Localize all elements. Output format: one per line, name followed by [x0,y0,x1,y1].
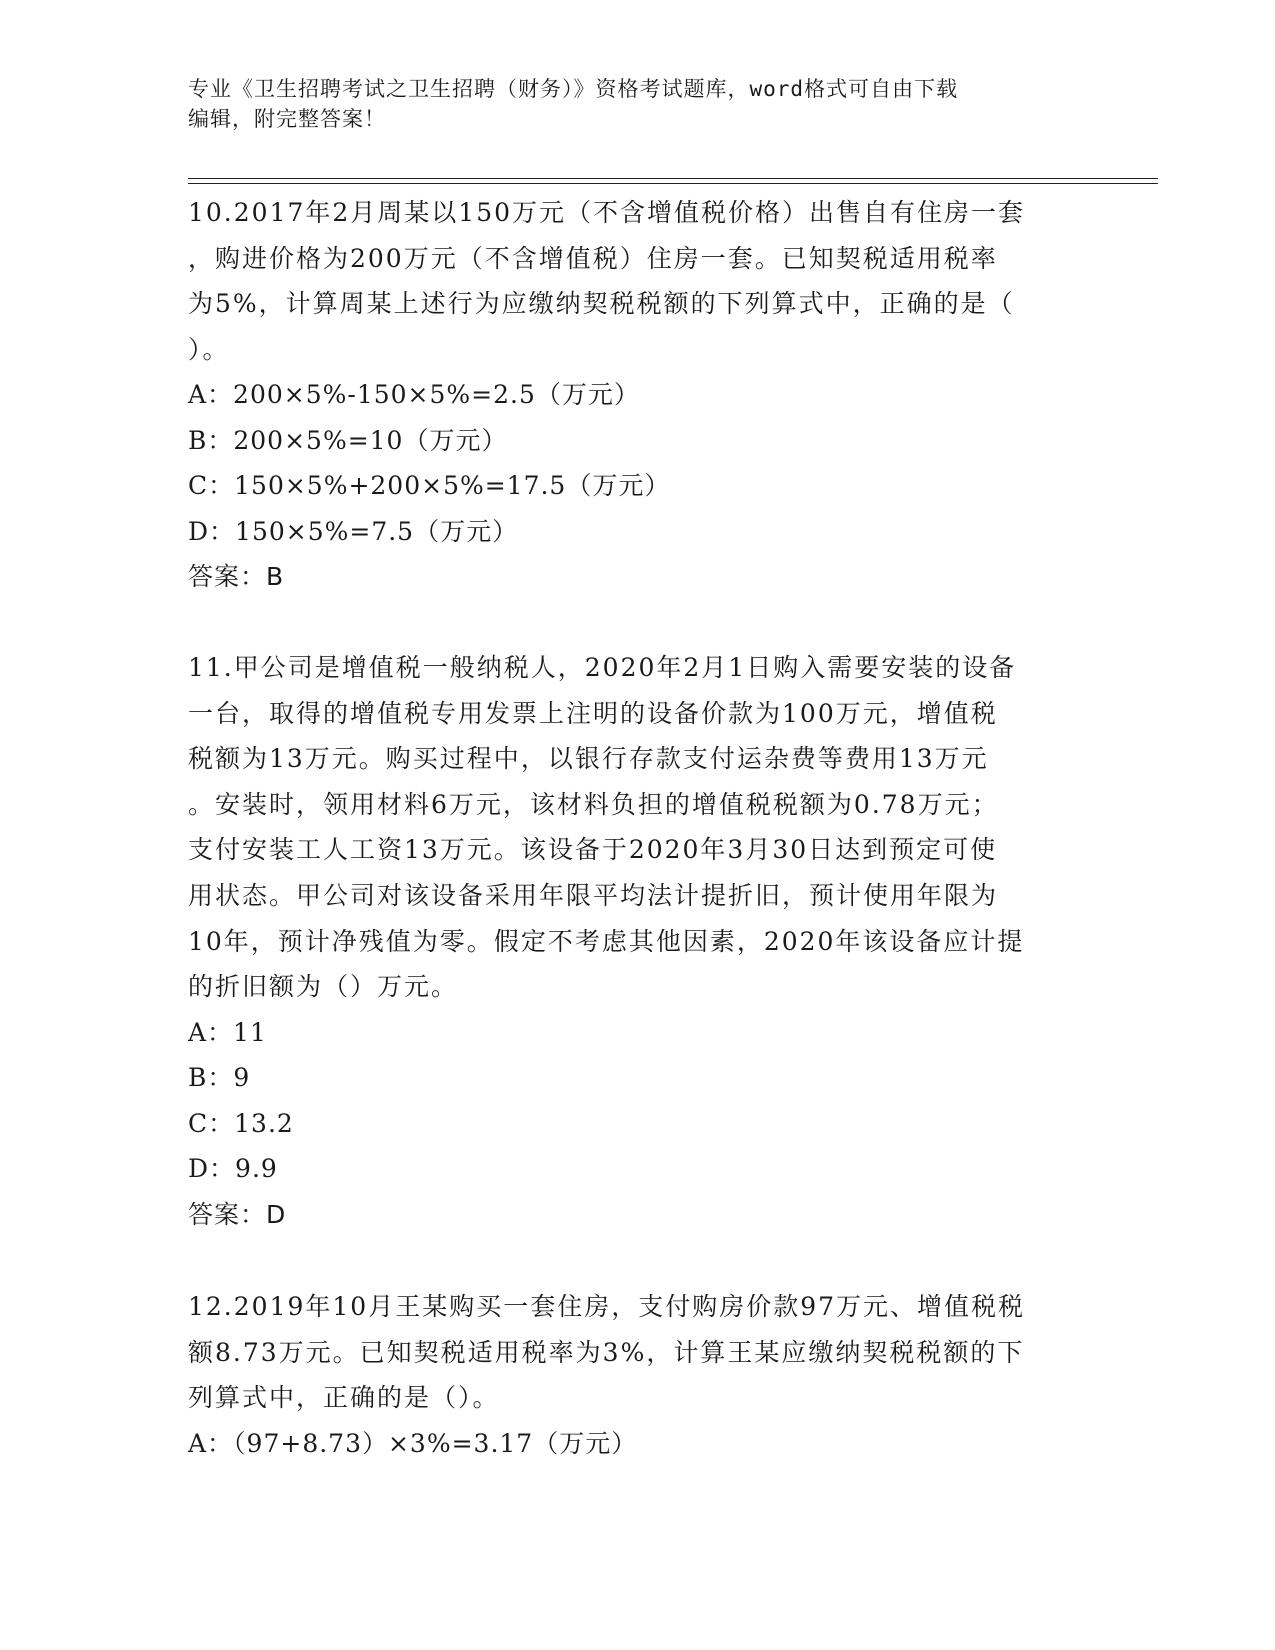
question-line: 一台，取得的增值税专用发票上注明的设备价款为100万元，增值税 [188,698,998,728]
option-b: B：200×5%=10（万元） [188,425,508,455]
question-line: 列算式中，正确的是（）。 [188,1383,500,1413]
question-line: 税额为13万元。购买过程中，以银行存款支付运杂费等费用13万元 [188,744,989,774]
question-line: 10年，预计净残值为零。假定不考虑其他因素，2020年该设备应计提 [188,926,1025,956]
question-line: 11.甲公司是增值税一般纳税人，2020年2月1日购入需要安装的设备 [188,653,1017,682]
question-line: 12.2019年10月王某购买一套住房，支付购房价款97万元、增值税税 [188,1292,1026,1321]
question-line: 额8.73万元。已知契税适用税率为3%，计算王某应缴纳契税税额的下 [188,1337,1025,1367]
option-b: B：9 [188,1063,251,1093]
option-d: D：9.9 [188,1154,278,1184]
header-line-1: 专业《卫生招聘考试之卫生招聘（财务）》资格考试题库，word格式可自由下载 [188,77,959,101]
question-line: 用状态。甲公司对该设备采用年限平均法计提折旧，预计使用年限为 [188,880,999,910]
option-d: D：150×5%=7.5（万元） [188,516,519,546]
option-c: C：150×5%+200×5%=17.5（万元） [188,471,671,501]
question-line: 为5%，计算周某上述行为应缴纳契税税额的下列算式中，正确的是（ [188,289,1015,319]
question-line: ，购进价格为200万元（不含增值税）住房一套。已知契税适用税率 [188,243,998,273]
question-line: 10.2017年2月周某以150万元（不含增值税价格）出售自有住房一套 [188,198,1026,227]
option-a: A：200×5%-150×5%=2.5（万元） [188,380,640,410]
header-line-2: 编辑，附完整答案！ [188,107,386,131]
option-c: C：13.2 [188,1108,294,1138]
option-a: A：（97+8.73）×3%=3.17（万元） [188,1428,638,1458]
question-line: ）。 [188,334,230,364]
question-11 [188,645,1088,1237]
question-line: 支付安装工人工资13万元。该设备于2020年3月30日达到预定可使 [188,835,998,865]
question-12 [188,1284,1088,1466]
document-header [188,74,1068,134]
question-10 [188,190,1088,600]
question-line: 的折旧额为（）万元。 [188,972,459,1002]
option-a: A：11 [188,1017,267,1047]
header-divider-bottom [188,183,1158,184]
answer-line: 答案：D [188,1199,287,1229]
answer-line: 答案：B [188,562,285,592]
question-line: 。安装时，领用材料6万元，该材料负担的增值税税额为0.78万元； [188,789,999,819]
header-divider-top [188,178,1158,179]
